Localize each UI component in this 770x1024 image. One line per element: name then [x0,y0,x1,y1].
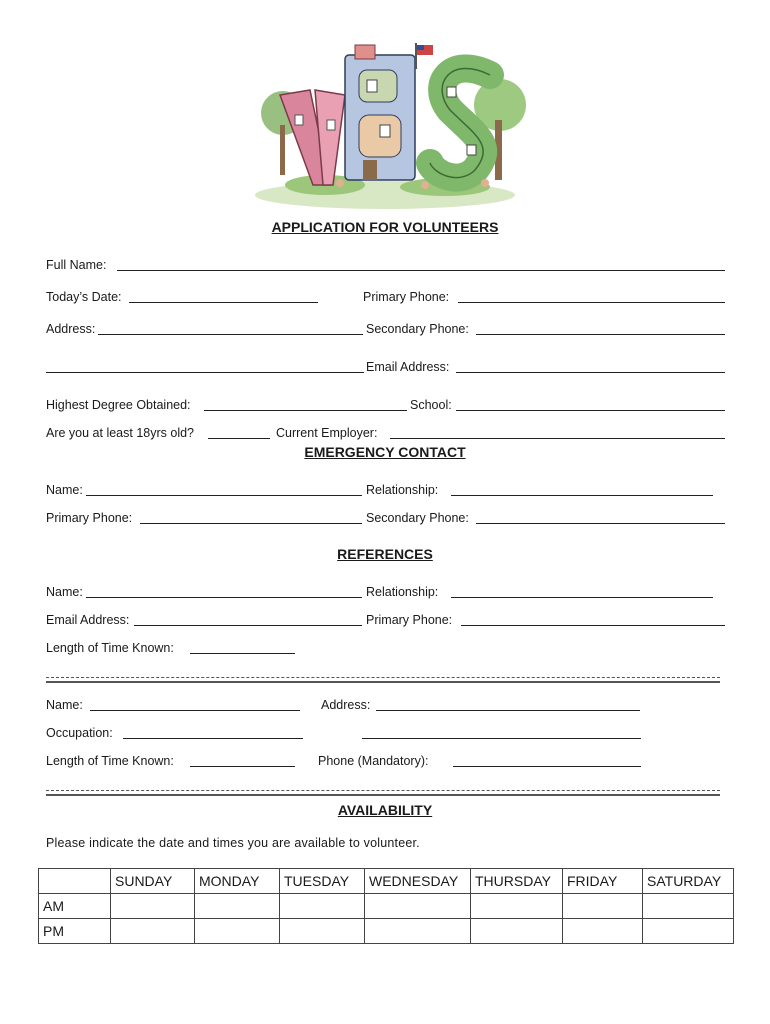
email-field[interactable] [456,372,725,373]
school-field[interactable] [456,410,725,411]
availability-cell[interactable] [195,894,280,919]
availability-header-row [39,869,734,894]
emergency-secondary-phone-field[interactable] [476,523,725,524]
availability-cell[interactable] [280,894,365,919]
todays-date-field[interactable] [129,302,318,303]
reference-name-field[interactable] [86,597,362,598]
reference-length-known-label: Length of Time Known: [46,641,174,655]
emergency-primary-phone-field[interactable] [140,523,362,524]
reference2-occupation-field[interactable] [123,738,303,739]
full-name-label: Full Name: [46,258,107,272]
reference-relationship-field[interactable] [451,597,713,598]
emergency-relationship-field[interactable] [451,495,713,496]
day-header: MONDAY [195,869,280,894]
reference2-address-label: Address: [321,698,371,712]
primary-phone-label: Primary Phone: [363,290,450,304]
reference2-address-line-2-field[interactable] [362,738,641,739]
reference2-occupation-label: Occupation: [46,726,113,740]
email-label: Email Address: [366,360,450,374]
day-header: FRIDAY [563,869,643,894]
reference2-length-known-field[interactable] [190,766,295,767]
availability-row-pm [39,919,734,944]
section-divider [46,790,720,796]
day-header: SATURDAY [643,869,734,894]
corner-cell [39,869,111,894]
reference-name-label: Name: [46,585,83,599]
vbs-houses-logo [235,35,535,215]
reference-email-label: Email Address: [46,613,130,627]
availability-cell[interactable] [643,919,734,944]
address-label: Address: [46,322,96,336]
availability-instructions: Please indicate the date and times you are available to volunteer. [46,836,420,850]
availability-table [38,868,734,944]
address-field[interactable] [98,334,363,335]
availability-cell[interactable] [563,919,643,944]
secondary-phone-label: Secondary Phone: [366,322,469,336]
availability-cell[interactable] [365,919,471,944]
availability-cell[interactable] [471,894,563,919]
day-header: SUNDAY [111,869,195,894]
reference-relationship-label: Relationship: [366,585,439,599]
todays-date-label: Today’s Date: [46,290,122,304]
reference2-length-known-label: Length of Time Known: [46,754,174,768]
full-name-field[interactable] [117,270,725,271]
emergency-secondary-phone-label: Secondary Phone: [366,511,469,525]
availability-cell[interactable] [471,919,563,944]
emergency-contact-heading: EMERGENCY CONTACT [304,444,466,460]
availability-cell[interactable] [643,894,734,919]
school-label: School: [410,398,452,412]
day-header: THURSDAY [471,869,563,894]
emergency-name-label: Name: [46,483,83,497]
reference-primary-phone-field[interactable] [461,625,725,626]
form-title: APPLICATION FOR VOLUNTEERS [271,219,499,235]
availability-cell[interactable] [280,919,365,944]
degree-label: Highest Degree Obtained: [46,398,191,412]
day-header: WEDNESDAY [365,869,471,894]
availability-cell[interactable] [195,919,280,944]
reference2-address-field[interactable] [376,710,640,711]
availability-cell[interactable] [111,919,195,944]
reference-primary-phone-label: Primary Phone: [366,613,453,627]
emergency-name-field[interactable] [86,495,362,496]
reference2-name-field[interactable] [90,710,300,711]
emergency-primary-phone-label: Primary Phone: [46,511,133,525]
availability-row-am [39,894,734,919]
secondary-phone-field[interactable] [476,334,725,335]
day-header: TUESDAY [280,869,365,894]
availability-heading: AVAILABILITY [337,802,433,818]
age-question-label: Are you at least 18yrs old? [46,426,194,440]
reference-email-field[interactable] [134,625,362,626]
availability-cell[interactable] [111,894,195,919]
time-label: AM [39,894,111,919]
address-line-2-field[interactable] [46,372,364,373]
reference2-phone-label: Phone (Mandatory): [318,754,429,768]
time-label: PM [39,919,111,944]
availability-cell[interactable] [563,894,643,919]
employer-label: Current Employer: [276,426,378,440]
emergency-relationship-label: Relationship: [366,483,439,497]
degree-field[interactable] [204,410,407,411]
primary-phone-field[interactable] [458,302,725,303]
reference2-name-label: Name: [46,698,83,712]
age-answer-field[interactable] [208,438,270,439]
availability-cell[interactable] [365,894,471,919]
reference2-phone-field[interactable] [453,766,641,767]
reference-length-known-field[interactable] [190,653,295,654]
references-heading: REFERENCES [337,546,433,562]
employer-field[interactable] [390,438,725,439]
section-divider [46,677,720,683]
